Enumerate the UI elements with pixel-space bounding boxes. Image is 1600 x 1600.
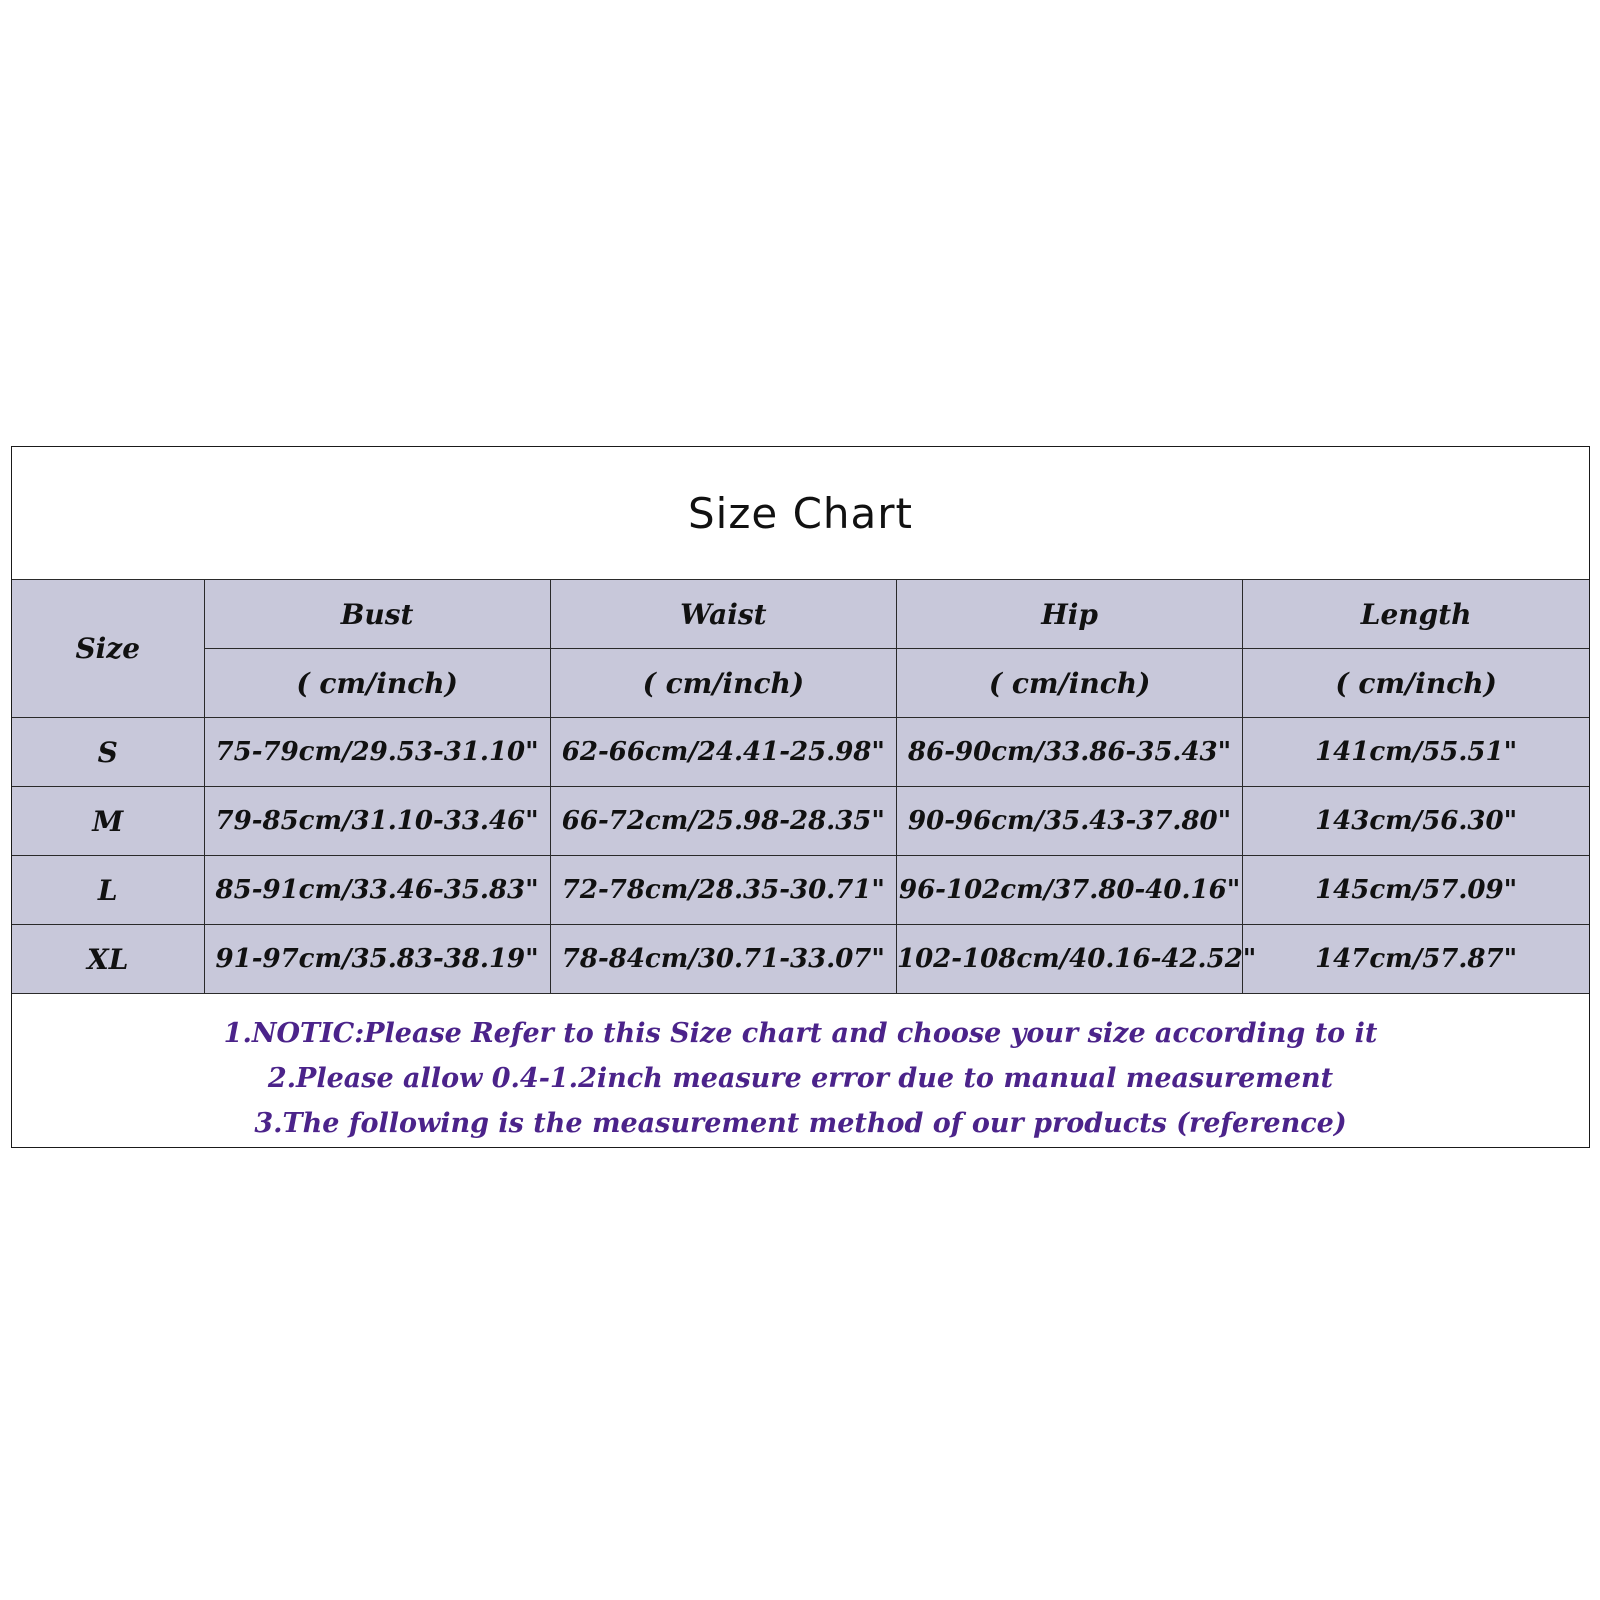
size-cell: L [12, 856, 204, 925]
header-row [12, 580, 1589, 649]
title-band [12, 447, 1589, 579]
length-cell: 145cm/57.09" [1243, 856, 1589, 925]
note-line: 3.The following is the measurement method of our products (reference) [254, 1107, 1347, 1139]
length-unit: ( cm/inch) [1243, 649, 1589, 718]
waist-unit: ( cm/inch) [550, 649, 896, 718]
bust-cell: 75-79cm/29.53-31.10" [204, 718, 550, 787]
notes [12, 1009, 1589, 1147]
size-cell: S [12, 718, 204, 787]
length-cell: 147cm/57.87" [1243, 925, 1589, 994]
size-chart [11, 446, 1590, 1148]
table-row [12, 856, 1589, 925]
length-cell: 143cm/56.30" [1243, 787, 1589, 856]
bust-cell: 85-91cm/33.46-35.83" [204, 856, 550, 925]
bust-unit: ( cm/inch) [204, 649, 550, 718]
hip-cell: 90-96cm/35.43-37.80" [897, 787, 1243, 856]
size-cell: XL [12, 925, 204, 994]
hip-cell: 86-90cm/33.86-35.43" [897, 718, 1243, 787]
bust-cell: 79-85cm/31.10-33.46" [204, 787, 550, 856]
waist-cell: 66-72cm/25.98-28.35" [550, 787, 896, 856]
waist-cell: 78-84cm/30.71-33.07" [550, 925, 896, 994]
chart-title: Size Chart [688, 488, 913, 538]
size-cell: M [12, 787, 204, 856]
size-table [12, 579, 1589, 994]
note-line: 1.NOTIC:Please Refer to this Size chart and choose your size according to it [223, 1017, 1378, 1049]
hip-cell: 102-108cm/40.16-42.52" [897, 925, 1243, 994]
waist-header: Waist [550, 580, 896, 649]
unit-row [12, 649, 1589, 718]
size-header: Size [12, 580, 204, 718]
length-header: Length [1243, 580, 1589, 649]
hip-unit: ( cm/inch) [897, 649, 1243, 718]
bust-header: Bust [204, 580, 550, 649]
table-row [12, 925, 1589, 994]
waist-cell: 72-78cm/28.35-30.71" [550, 856, 896, 925]
note-line: 2.Please allow 0.4-1.2inch measure error due to manual measurement [267, 1062, 1334, 1094]
waist-cell: 62-66cm/24.41-25.98" [550, 718, 896, 787]
bust-cell: 91-97cm/35.83-38.19" [204, 925, 550, 994]
table-row [12, 787, 1589, 856]
table-row [12, 718, 1589, 787]
hip-cell: 96-102cm/37.80-40.16" [897, 856, 1243, 925]
length-cell: 141cm/55.51" [1243, 718, 1589, 787]
hip-header: Hip [897, 580, 1243, 649]
